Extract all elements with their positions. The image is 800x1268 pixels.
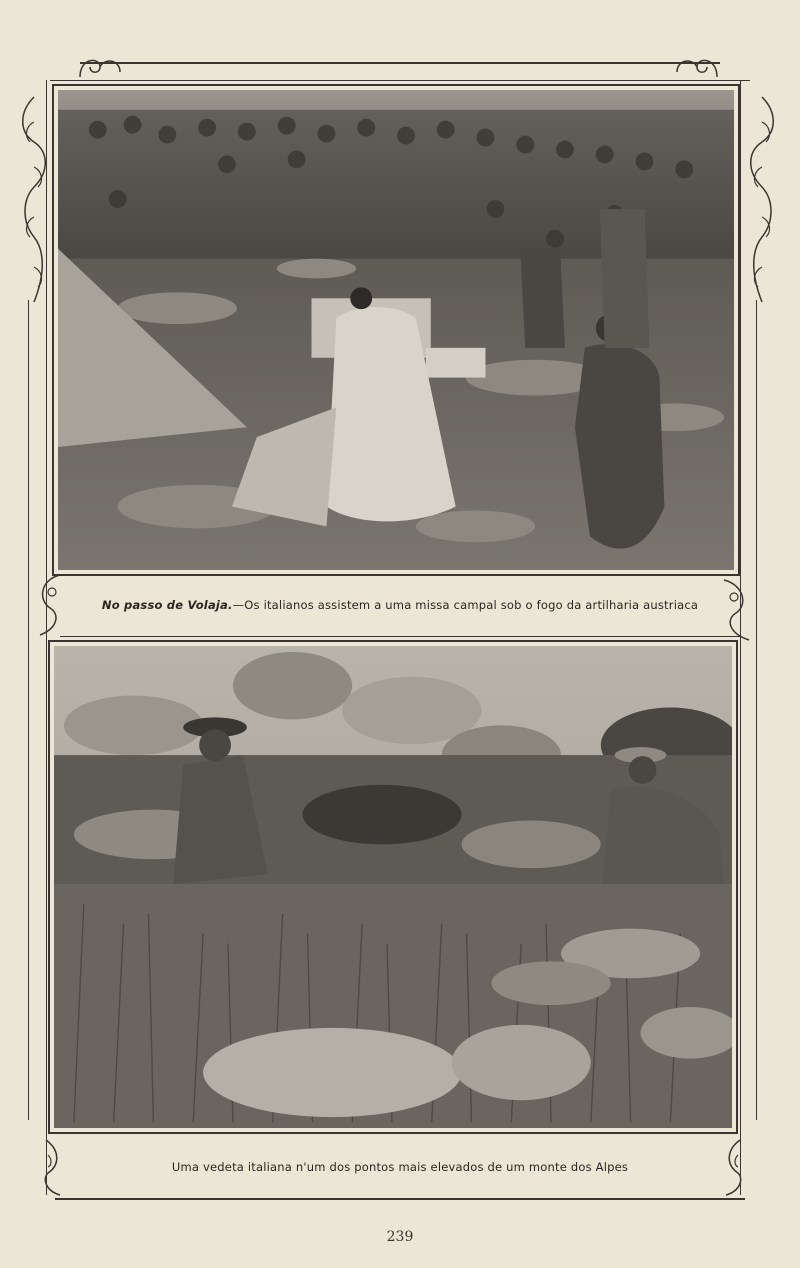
photo-field-mass (58, 90, 734, 570)
frame-bottom-rule (55, 1198, 745, 1200)
caption-lead: No passo de Volaja. (101, 598, 233, 612)
photo-frame-field-mass (52, 84, 740, 576)
frame-middle-rule (60, 636, 740, 637)
frame-top-rule (80, 62, 720, 64)
scroll-ornament-top-right (672, 52, 722, 82)
leaf-ornament-left (14, 92, 54, 307)
caption-text: —Os italianos assistem a uma missa campal sob o fogo da artilharia austriaca (232, 598, 699, 612)
frame-right-rule (756, 300, 757, 1120)
caption-text: Uma vedeta italiana n'um dos pontos mais elevados de um monte dos Alpes (171, 1160, 629, 1174)
frame-left-rule (28, 300, 29, 1120)
page-number: 239 (386, 1229, 414, 1245)
leaf-ornament-right (742, 92, 782, 307)
frame-top-rule-inner (50, 80, 750, 81)
photo-alpine-sentry (54, 646, 732, 1128)
photo-frame-alpine-sentry (48, 640, 738, 1134)
caption-field-mass (0, 598, 800, 612)
caption-alpine-sentry (0, 1160, 800, 1174)
scroll-ornament-top-left (75, 52, 125, 82)
